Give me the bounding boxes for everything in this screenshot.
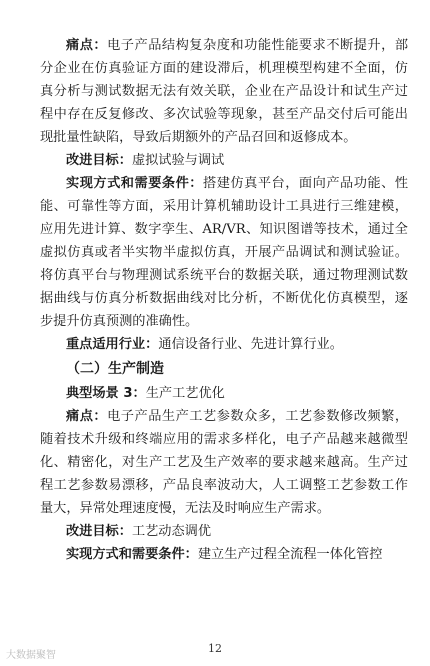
method-text: 搭建仿真平台，面向产品功能、性能、可靠性等方面，采用计算机辅助设计工具进行三维建模，应用先进计算、数字孪生、AR/VR、知识图谱等技术，通过全虚拟仿真或者半实物半虚拟仿真，开展产品调试和测试验证。将仿真平台与物理测试系统平台的数据关联，通过物理测试数据曲线与仿真分析数据曲线对比分析，不断优化仿真模型，逐步提升仿真预测的准确性。 xyxy=(40,176,409,329)
method-label: 实现方式和需要条件： xyxy=(66,176,204,191)
goal-label-2: 改进目标： xyxy=(66,524,132,539)
method-paragraph-2 xyxy=(40,543,408,566)
goal-text: 虚拟试验与调试 xyxy=(131,153,225,168)
goal-text-2: 工艺动态调优 xyxy=(131,524,212,539)
watermark: 大数据聚智 xyxy=(6,650,56,661)
goal-label: 改进目标： xyxy=(66,153,132,168)
goal-paragraph-1 xyxy=(40,149,408,172)
scenario-paragraph xyxy=(40,382,408,405)
pain-point-paragraph-2 xyxy=(40,405,408,520)
industry-label: 重点适用行业： xyxy=(66,337,159,352)
document-page xyxy=(40,34,408,566)
pain-point-label: 痛点： xyxy=(66,38,108,53)
pain-point-text-2: 电子产品生产工艺参数众多，工艺参数修改频繁，随着技术升级和终端应用的需求多样化，电子产品越来越微型化、精密化，对生产工艺及生产效率的要求越来越高。生产过程工艺参数易漂移，产品良率波动大，人工调整工艺参数工作量大，异常处理速度慢，无法及时响应生产需求。 xyxy=(40,409,409,516)
pain-point-text: 电子产品结构复杂度和功能性能要求不断提升，部分企业在仿真验证方面的建设滞后，机理模型构建不全面，仿真分析与测试数据无法有效关联，企业在产品设计和试生产过程中存在反复修改、多次试验等现象，甚至产品交付后可能出现批量性缺陷，导致后期额外的产品召回和返修成本。 xyxy=(40,38,409,145)
method-label-2: 实现方式和需要条件： xyxy=(66,547,198,562)
industry-paragraph xyxy=(40,333,408,356)
scenario-text: 生产工艺优化 xyxy=(145,386,225,401)
pain-point-paragraph-1 xyxy=(40,34,408,149)
industry-text: 通信设备行业、先进计算行业。 xyxy=(158,337,343,352)
section-heading: （二）生产制造 xyxy=(66,361,164,377)
pain-point-label-2: 痛点： xyxy=(66,409,108,424)
goal-paragraph-2 xyxy=(40,520,408,543)
method-text-2: 建立生产过程全流程一体化管控 xyxy=(197,547,383,562)
scenario-label: 典型场景 3： xyxy=(66,386,146,401)
page-number: 12 xyxy=(208,642,222,655)
method-paragraph-1 xyxy=(40,172,408,333)
